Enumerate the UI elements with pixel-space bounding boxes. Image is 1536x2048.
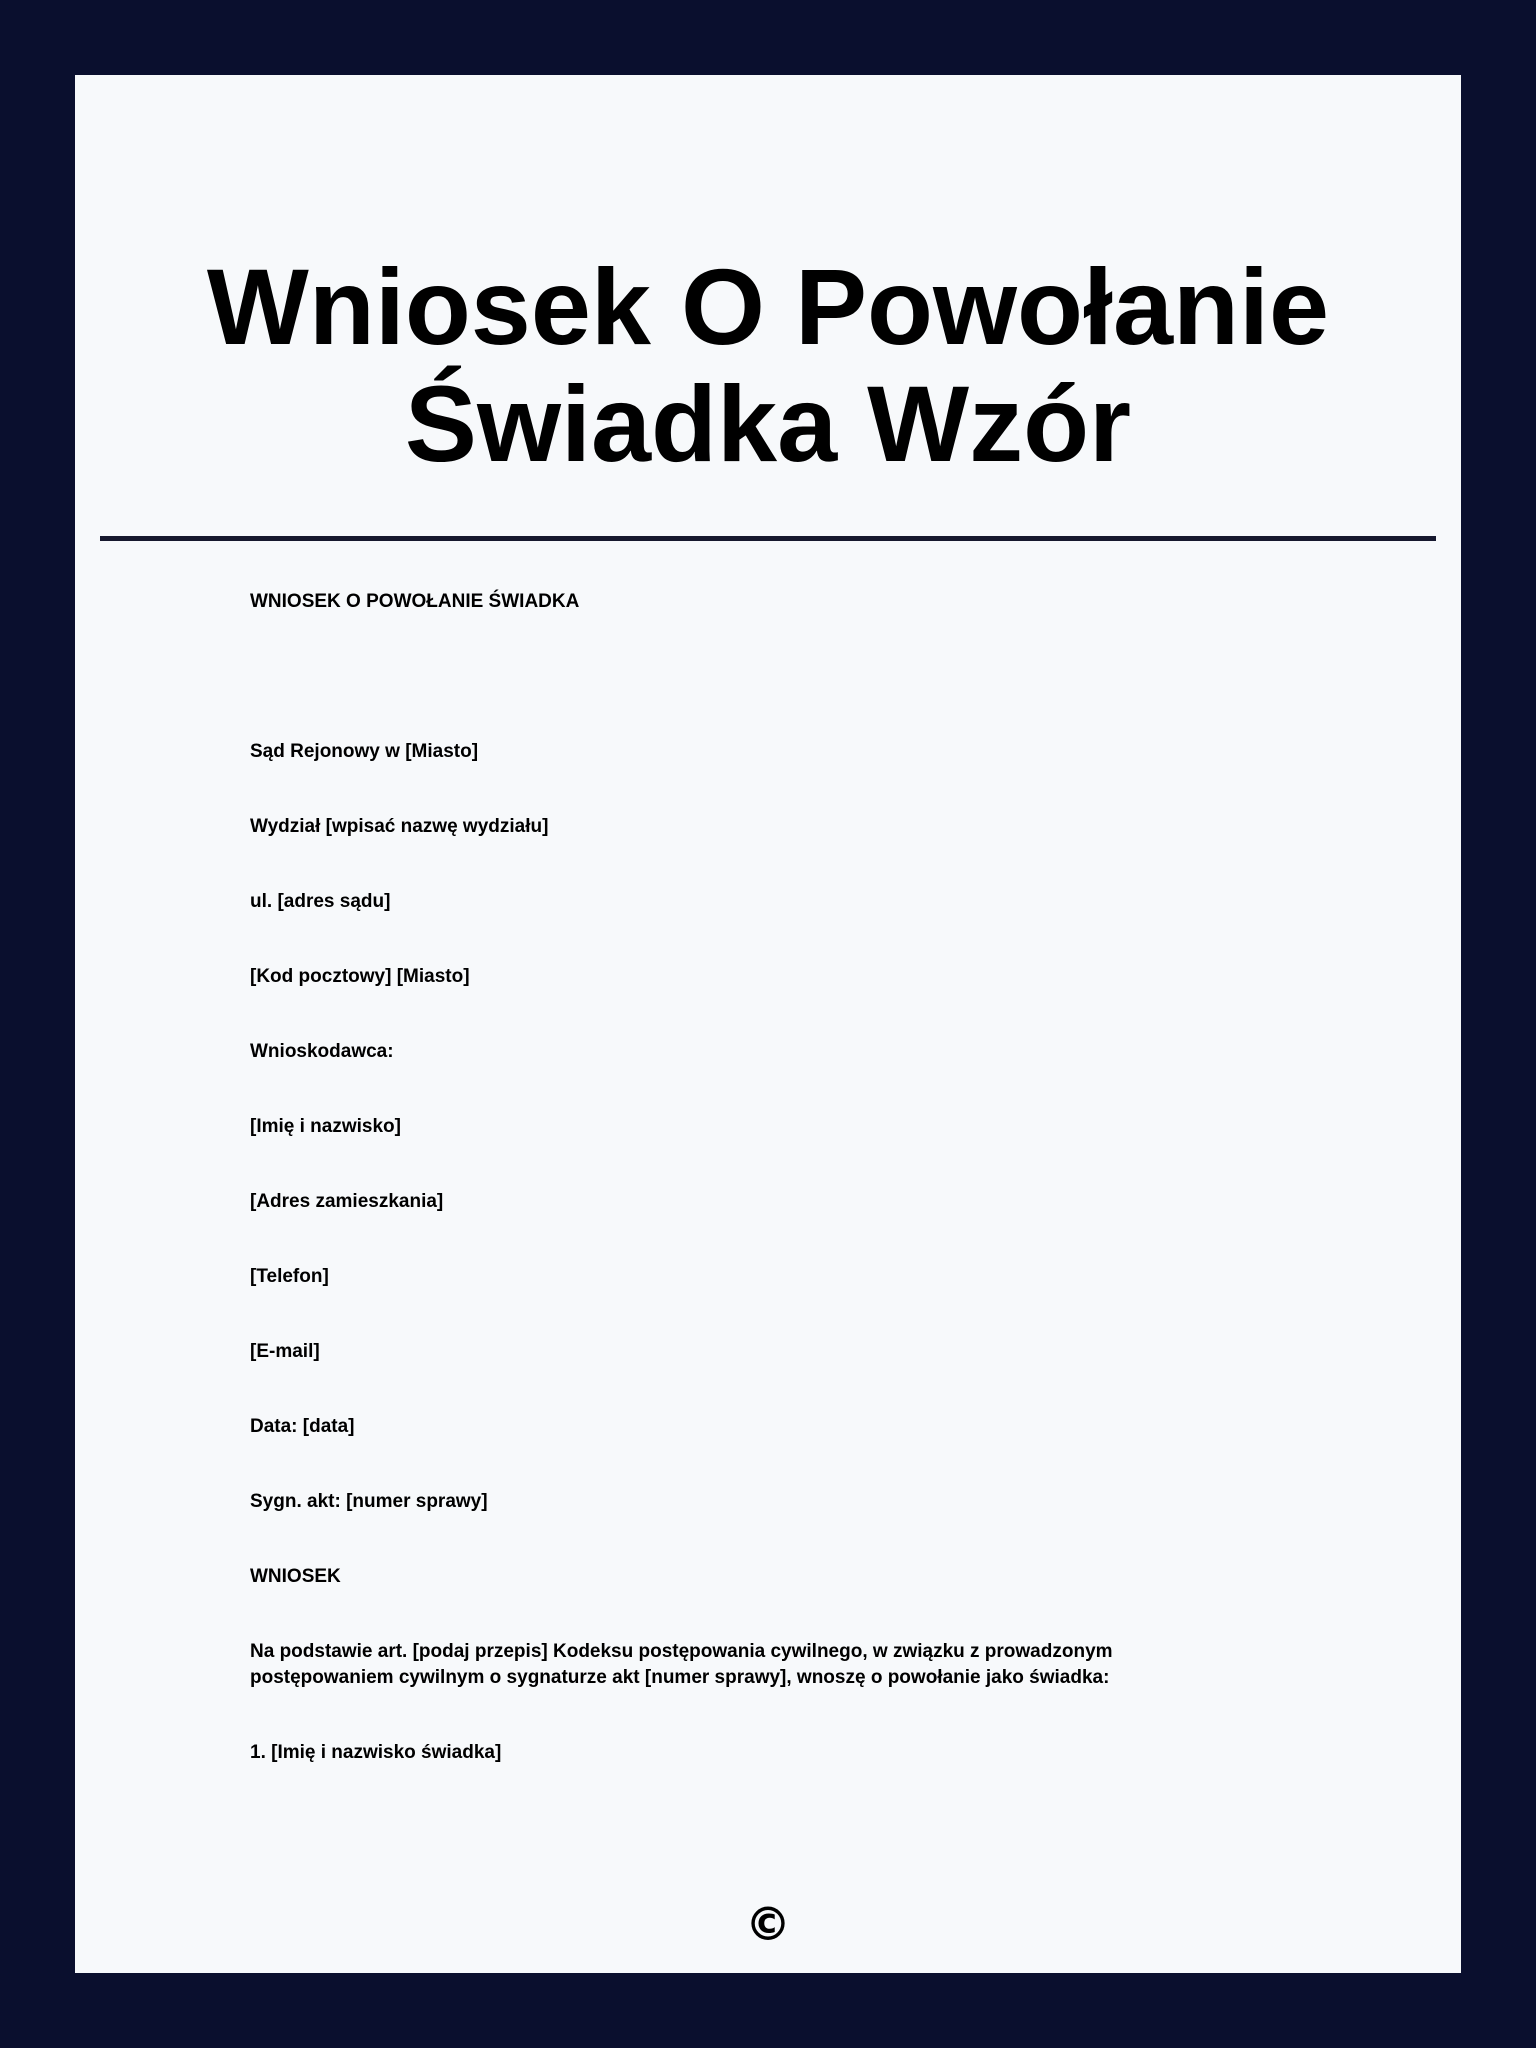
request-paragraph: Na podstawie art. [podaj przepis] Kodeksu postępowania cywilnego, w związku z prowadzonym postępowaniem cywilnym o sygnaturze akt [numer sprawy], wnoszę o powołanie jako świadka:: [250, 1641, 1113, 1688]
applicant-label: Wnioskodawca:: [250, 1041, 394, 1062]
applicant-address: [Adres zamieszkania]: [250, 1191, 444, 1212]
document-page: [75, 75, 1461, 1973]
title-divider: [100, 536, 1436, 541]
document-body: [250, 589, 1250, 1815]
court-line-postal: [Kod pocztowy] [Miasto]: [250, 966, 470, 987]
document-title: Wniosek O Powołanie Świadka Wzór: [206, 246, 1330, 484]
court-line-address: ul. [adres sądu]: [250, 891, 391, 912]
court-line-name: Sąd Rejonowy w [Miasto]: [250, 741, 479, 762]
applicant-phone: [Telefon]: [250, 1266, 329, 1287]
witness-line: 1. [Imię i nazwisko świadka]: [250, 1742, 502, 1763]
section-title: WNIOSEK: [250, 1566, 341, 1587]
applicant-name: [Imię i nazwisko]: [250, 1116, 401, 1137]
court-line-department: Wydział [wpisać nazwę wydziału]: [250, 816, 549, 837]
date-line: Data: [data]: [250, 1416, 355, 1437]
case-number-line: Sygn. akt: [numer sprawy]: [250, 1491, 488, 1512]
copyright-icon: ©: [745, 1897, 791, 1951]
document-heading: WNIOSEK O POWOŁANIE ŚWIADKA: [250, 591, 580, 612]
applicant-email: [E-mail]: [250, 1341, 320, 1362]
